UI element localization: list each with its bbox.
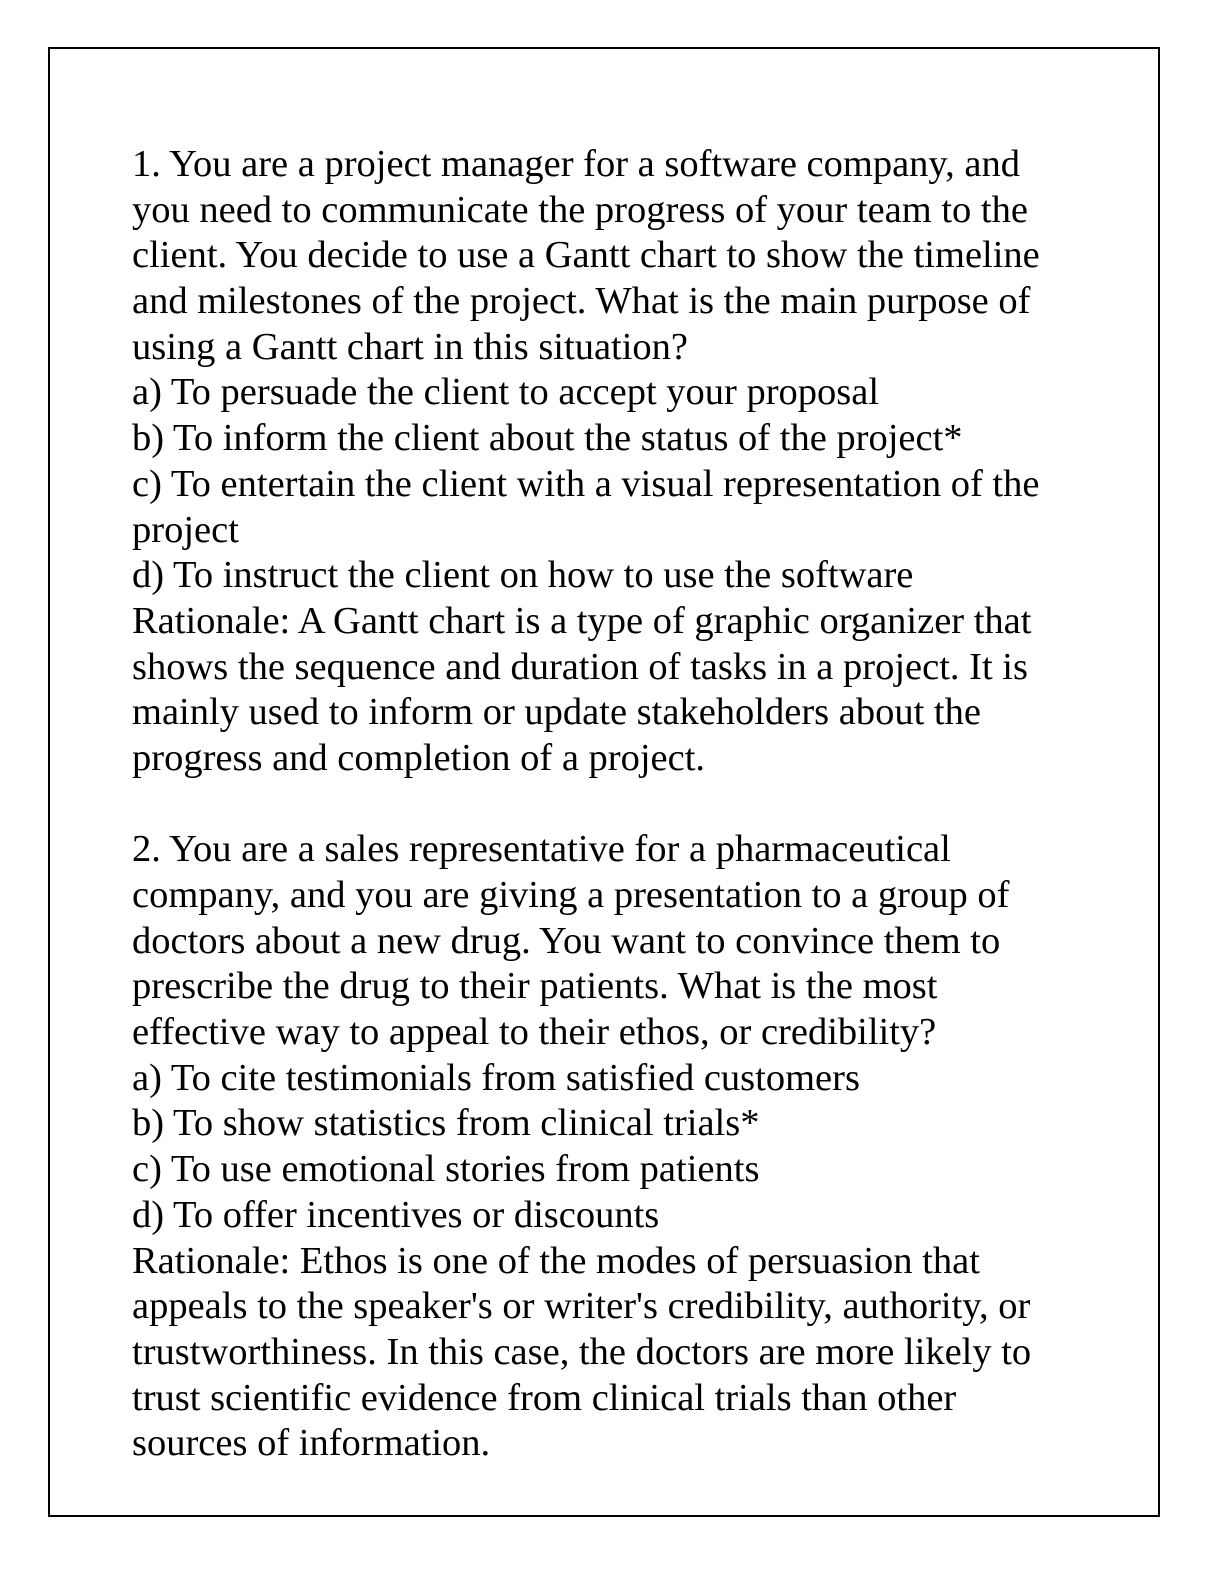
option-c-continued: project [132,508,239,551]
option-b-correct: b) To show statistics from clinical trials* [132,1102,760,1145]
stem-line: prescribe the drug to their patients. What is the most [132,965,938,1008]
rationale-line: appeals to the speaker's or writer's credibility, authority, or [132,1285,1031,1328]
option-d: d) To offer incentives or discounts [132,1193,660,1236]
question-1-rationale [132,599,1092,782]
option-a: a) To cite testimonials from satisfied customers [132,1056,860,1099]
stem-line: effective way to appeal to their ethos, or credibility? [132,1011,937,1054]
question-2-options [132,1056,1092,1239]
stem-line: using a Gantt chart in this situation? [132,325,689,368]
rationale-line: sources of information. [132,1422,491,1465]
stem-line: and milestones of the project. What is the main purpose of [132,280,1031,323]
document-body [132,142,1092,1467]
paragraph-gap [132,782,1092,828]
stem-line: 1. You are a project manager for a software company, and [132,143,1021,185]
option-b-correct: b) To inform the client about the status of the project* [132,417,963,460]
rationale-line: Rationale: Ethos is one of the modes of persuasion that [132,1239,980,1282]
stem-line: you need to communicate the progress of your team to the [132,188,1028,231]
stem-line: doctors about a new drug. You want to convince them to [132,919,1001,962]
rationale-line: Rationale: A Gantt chart is a type of graphic organizer that [132,599,1032,642]
stem-line: client. You decide to use a Gantt chart to show the timeline [132,234,1040,277]
question-2-rationale [132,1239,1092,1467]
stem-line: 2. You are a sales representative for a pharmaceutical [132,828,951,871]
question-1-options [132,370,1092,598]
rationale-line: mainly used to inform or update stakeholders about the [132,691,981,734]
option-a: a) To persuade the client to accept your proposal [132,371,880,414]
stem-line: company, and you are giving a presentation to a group of [132,874,1010,916]
rationale-line: shows the sequence and duration of tasks in a project. It is [132,645,1028,688]
question-1-stem [132,142,1092,370]
question-2 [132,827,1092,1467]
option-d: d) To instruct the client on how to use the software [132,554,914,597]
option-c: c) To entertain the client with a visual representation of the [132,462,1040,505]
rationale-line: progress and completion of a project. [132,736,706,779]
option-c: c) To use emotional stories from patients [132,1148,760,1191]
rationale-line: trustworthiness. In this case, the doctors are more likely to [132,1330,1032,1373]
rationale-line: trust scientific evidence from clinical trials than other [132,1376,957,1419]
question-2-stem [132,827,1092,1055]
question-1 [132,142,1092,782]
